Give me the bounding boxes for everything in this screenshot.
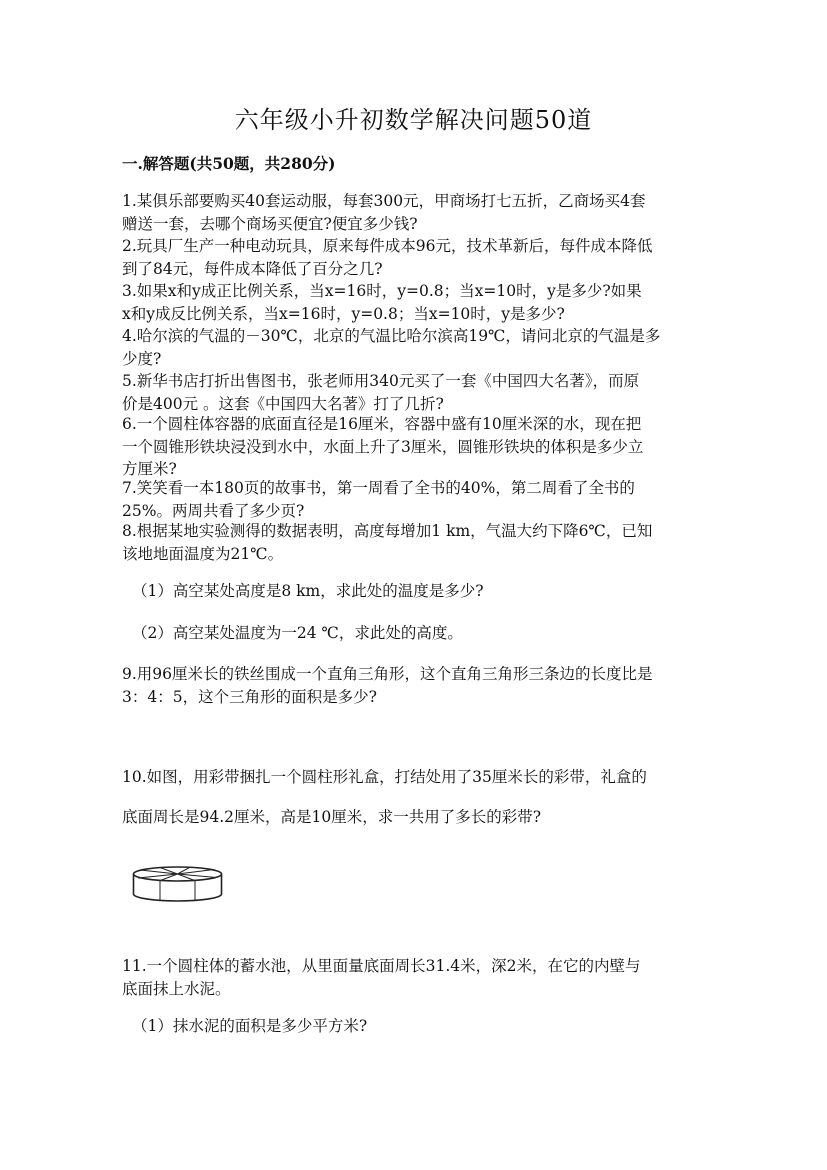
question-line: 9.用96厘米长的铁丝围成一个直角三角形，这个直角三角形三条边的长度比是: [122, 665, 653, 683]
question-9: [122, 663, 712, 708]
section-heading: 一.解答题(共50题，共280分): [122, 154, 336, 173]
question-10-line-1: 10.如图，用彩带捆扎一个圆柱形礼盒，打结处用了35厘米长的彩带，礼盒的: [122, 768, 647, 786]
question-7: [122, 477, 712, 522]
question-line: 3：4：5，这个三角形的面积是多少?: [122, 687, 377, 706]
question-line: 少度?: [122, 349, 162, 368]
question-line: x和y成反比例关系，当x=16时，y=0.8；当x=10时，y是多少?: [122, 304, 565, 323]
question-5: [122, 370, 712, 415]
document-title: 六年级小升初数学解决问题50道: [234, 106, 593, 134]
question-6: [122, 413, 712, 481]
question-line: 4.哈尔滨的气温的－30℃，北京的气温比哈尔滨高19℃，请问北京的气温是多: [122, 327, 661, 345]
question-line: 价是400元 。这套《中国四大名著》打了几折?: [122, 394, 444, 413]
question-11-part-1: （1）抹水泥的面积是多少平方米?: [132, 1017, 368, 1035]
question-line: 到了84元，每件成本降低了百分之几?: [122, 259, 383, 278]
question-10-line-2: 底面周长是94.2厘米，高是10厘米，求一共用了多长的彩带?: [122, 808, 542, 826]
question-line: 1.某俱乐部要购买40套运动服，每套300元，甲商场打七五折，乙商场买4套: [122, 192, 646, 210]
question-line: 7.笑笑看一本180页的故事书，第一周看了全书的40%，第二周看了全书的: [122, 479, 635, 497]
question-2: [122, 235, 712, 280]
question-line: 11.一个圆柱体的蓄水池，从里面量底面周长31.4米，深2米，在它的内壁与: [122, 957, 641, 975]
question-11: [122, 955, 712, 1000]
question-line: 25%。两周共看了多少页?: [122, 501, 305, 520]
question-8: [122, 520, 712, 565]
question-line: 方厘米?: [122, 460, 177, 478]
question-line: 赠送一套，去哪个商场买便宜?便宜多少钱?: [122, 214, 418, 233]
question-line: 2.玩具厂生产一种电动玩具，原来每件成本96元，技术革新后，每件成本降低: [122, 237, 653, 255]
question-line: 5.新华书店打折出售图书，张老师用340元买了一套《中国四大名著》，而原: [122, 372, 640, 390]
question-8-part-2: （2）高空某处温度为一24 ℃，求此处的高度。: [132, 624, 463, 642]
question-8-part-1: （1）高空某处高度是8 km，求此处的温度是多少?: [132, 582, 484, 600]
question-1: [122, 190, 712, 235]
question-line: 6.一个圆柱体容器的底面直径是16厘米，容器中盛有10厘米深的水，现在把: [122, 415, 642, 433]
question-4: [122, 325, 712, 370]
question-line: 3.如果x和y成正比例关系，当x=16时，y=0.8；当x=10时，y是多少?如果: [122, 282, 642, 300]
question-3: [122, 280, 712, 325]
question-line: 8.根据某地实验测得的数据表明，高度每增加1 km，气温大约下降6℃，已知: [122, 522, 653, 540]
question-line: 该地地面温度为21℃。: [122, 544, 284, 563]
question-line: 底面抹上水泥。: [122, 979, 231, 998]
gift-box-cylinder-figure: [130, 862, 225, 907]
question-line: 一个圆锥形铁块浸没到水中，水面上升了3厘米，圆锥形铁块的体积是多少立: [122, 437, 644, 456]
